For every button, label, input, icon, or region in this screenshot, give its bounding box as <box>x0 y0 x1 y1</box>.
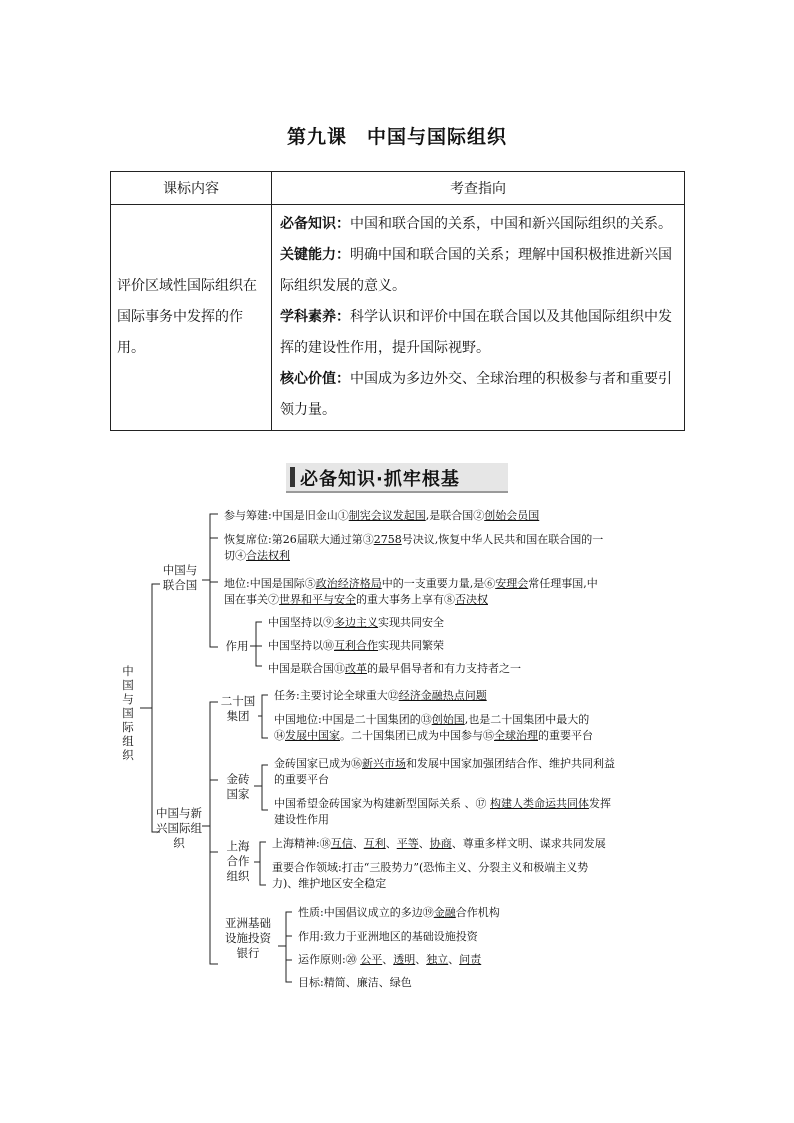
text: 恢复席位:第26届联大通过第③ <box>224 533 374 546</box>
text: 参与筹建:中国是旧金山① <box>224 509 349 522</box>
text: 运作原则:⑳ <box>298 953 361 966</box>
answer: 否决权 <box>455 593 488 606</box>
table-header-right: 考查指向 <box>272 172 685 205</box>
un-role-item <box>268 661 521 677</box>
focus-text: 中国成为多边外交、全球治理的积极参与者和重要引领力量。 <box>280 371 672 418</box>
text: ,也是二十国集团中最大的 <box>464 713 590 726</box>
focus-text: 科学认识和评价中国在联合国以及其他国际组织中发挥的建设性作用，提升国际视野。 <box>280 309 672 356</box>
text: 任务:主要讨论全球重大⑫ <box>274 689 399 702</box>
answer: 金融 <box>433 906 456 919</box>
text: 、 <box>418 837 430 850</box>
g20-task <box>274 688 487 704</box>
answer: 安理会 <box>495 577 529 590</box>
answer: 透明 <box>393 953 416 966</box>
aiib-principles <box>298 952 481 968</box>
answer: 全球治理 <box>494 729 538 742</box>
answer: 2758 <box>373 533 402 546</box>
sco-node: 上海合作组织 <box>226 839 250 883</box>
un-status <box>224 576 598 608</box>
aiib-nature <box>298 905 500 921</box>
focus-label: 必备知识： <box>280 216 350 232</box>
text: 实现共同繁荣 <box>378 639 444 652</box>
answer: 制宪会议发起国 <box>348 509 426 522</box>
un-role-node: 作用 <box>225 639 249 653</box>
answer: 互利合作 <box>334 639 378 652</box>
text: 中国希望金砖国家为构建新型国际关系 、⑰ <box>274 797 490 810</box>
text: ⑭ <box>274 729 285 742</box>
text: 力)、维护地区安全稳定 <box>272 877 387 890</box>
text: 、 <box>385 837 397 850</box>
text: 发挥 <box>589 797 611 810</box>
text: 中的一支重要力量,是⑥ <box>381 577 496 590</box>
curriculum-content: 评价区域性国际组织在国际事务中发挥的作用。 <box>111 205 272 431</box>
text: 合作机构 <box>455 906 500 919</box>
answer: 平等 <box>396 837 419 850</box>
text: 号决议,恢复中华人民共和国在联合国的一 <box>401 533 604 546</box>
text: 中国是联合国⑪ <box>268 662 345 675</box>
sco-spirit <box>272 836 606 852</box>
text: 的最早倡导者和有力支持者之一 <box>367 662 521 675</box>
g20-node: 二十国集团 <box>220 694 256 723</box>
page-title: 第九课 中国与国际组织 <box>286 126 507 148</box>
un-role-item <box>268 638 444 654</box>
text: 国在事关⑦ <box>224 593 279 606</box>
answer: 合法权利 <box>246 549 290 562</box>
answer: 互信 <box>330 837 353 850</box>
answer: 问责 <box>459 953 482 966</box>
un-role-item <box>268 615 444 631</box>
brics-node: 金砖国家 <box>226 772 250 801</box>
banner-title: 必备知识·抓牢根基 <box>300 469 460 490</box>
answer: 世界和平与安全 <box>279 593 356 606</box>
text: 重要合作领域:打击“三股势力”(恐怖主义、分裂主义和极端主义势 <box>272 861 589 874</box>
answer: 构建人类命运共同体 <box>490 797 589 810</box>
answer: 多边主义 <box>334 616 378 629</box>
text: 金砖国家已成为⑯ <box>274 757 362 770</box>
text: 和发展中国家加强团结合作、维护共同利益 <box>406 757 615 770</box>
text: 的重要平台 <box>538 729 593 742</box>
answer: 创始会员国 <box>484 509 540 522</box>
text: 、 <box>382 953 394 966</box>
text: ,是联合国② <box>425 509 485 522</box>
un-node: 中国与联合国 <box>162 563 198 592</box>
focus-label: 关键能力： <box>280 247 350 263</box>
un-founding <box>224 508 539 524</box>
focus-text: 中国和联合国的关系，中国和新兴国际组织的关系。 <box>350 216 672 232</box>
text: 中国地位:中国是二十国集团的⑬ <box>274 713 432 726</box>
un-restore <box>224 532 603 564</box>
text: 实现共同安全 <box>378 616 444 629</box>
aiib-role: 作用:致力于亚洲地区的基础设施投资 <box>298 930 478 943</box>
answer: 政治经济格局 <box>315 577 382 590</box>
text: 中国坚持以⑩ <box>268 639 334 652</box>
text: 性质:中国倡议成立的多边⑲ <box>298 906 434 919</box>
answer: 改革 <box>345 662 367 675</box>
text: 中国坚持以⑨ <box>268 616 334 629</box>
aiib-goal: 目标:精简、廉洁、绿色 <box>298 976 412 989</box>
focus-label: 学科素养： <box>280 309 350 325</box>
text: 的重要平台 <box>274 773 329 786</box>
answer: 创始国 <box>431 713 465 726</box>
focus-text: 明确中国和联合国的关系；理解中国积极推进新兴国际组织发展的意义。 <box>280 247 672 294</box>
text: 、 <box>352 837 364 850</box>
text: 、 <box>448 953 460 966</box>
text: 上海精神:⑱ <box>272 837 331 850</box>
brics-platform <box>274 756 615 788</box>
answer: 公平 <box>360 953 383 966</box>
emerging-orgs-node: 中国与新兴国际组织 <box>156 806 202 850</box>
answer: 协商 <box>429 837 452 850</box>
table-header-left: 课标内容 <box>111 172 272 205</box>
answer: 独立 <box>426 953 449 966</box>
brics-role <box>274 796 611 828</box>
text: 、 <box>415 953 427 966</box>
text: 切④ <box>224 549 246 562</box>
answer: 新兴市场 <box>362 757 406 770</box>
aiib-node: 亚洲基础设施投资银行 <box>225 916 271 960</box>
g20-status <box>274 712 593 744</box>
text: 常任理事国,中 <box>528 577 598 590</box>
answer: 互利 <box>363 837 386 850</box>
sco-cooperation <box>272 860 588 892</box>
answer: 经济金融热点问题 <box>398 689 487 702</box>
text: 的重大事务上享有⑧ <box>356 593 455 606</box>
answer: 发展中国家 <box>285 729 340 742</box>
text: 。二十国集团已成为中国参与⑮ <box>340 729 494 742</box>
focus-label: 核心价值： <box>280 371 350 387</box>
text: 、尊重多样文明、谋求共同发展 <box>451 837 606 850</box>
text: 建设性作用 <box>274 813 329 826</box>
text: 地位:中国是国际⑤ <box>224 577 316 590</box>
root-node: 中国与国际组织 <box>122 664 134 762</box>
